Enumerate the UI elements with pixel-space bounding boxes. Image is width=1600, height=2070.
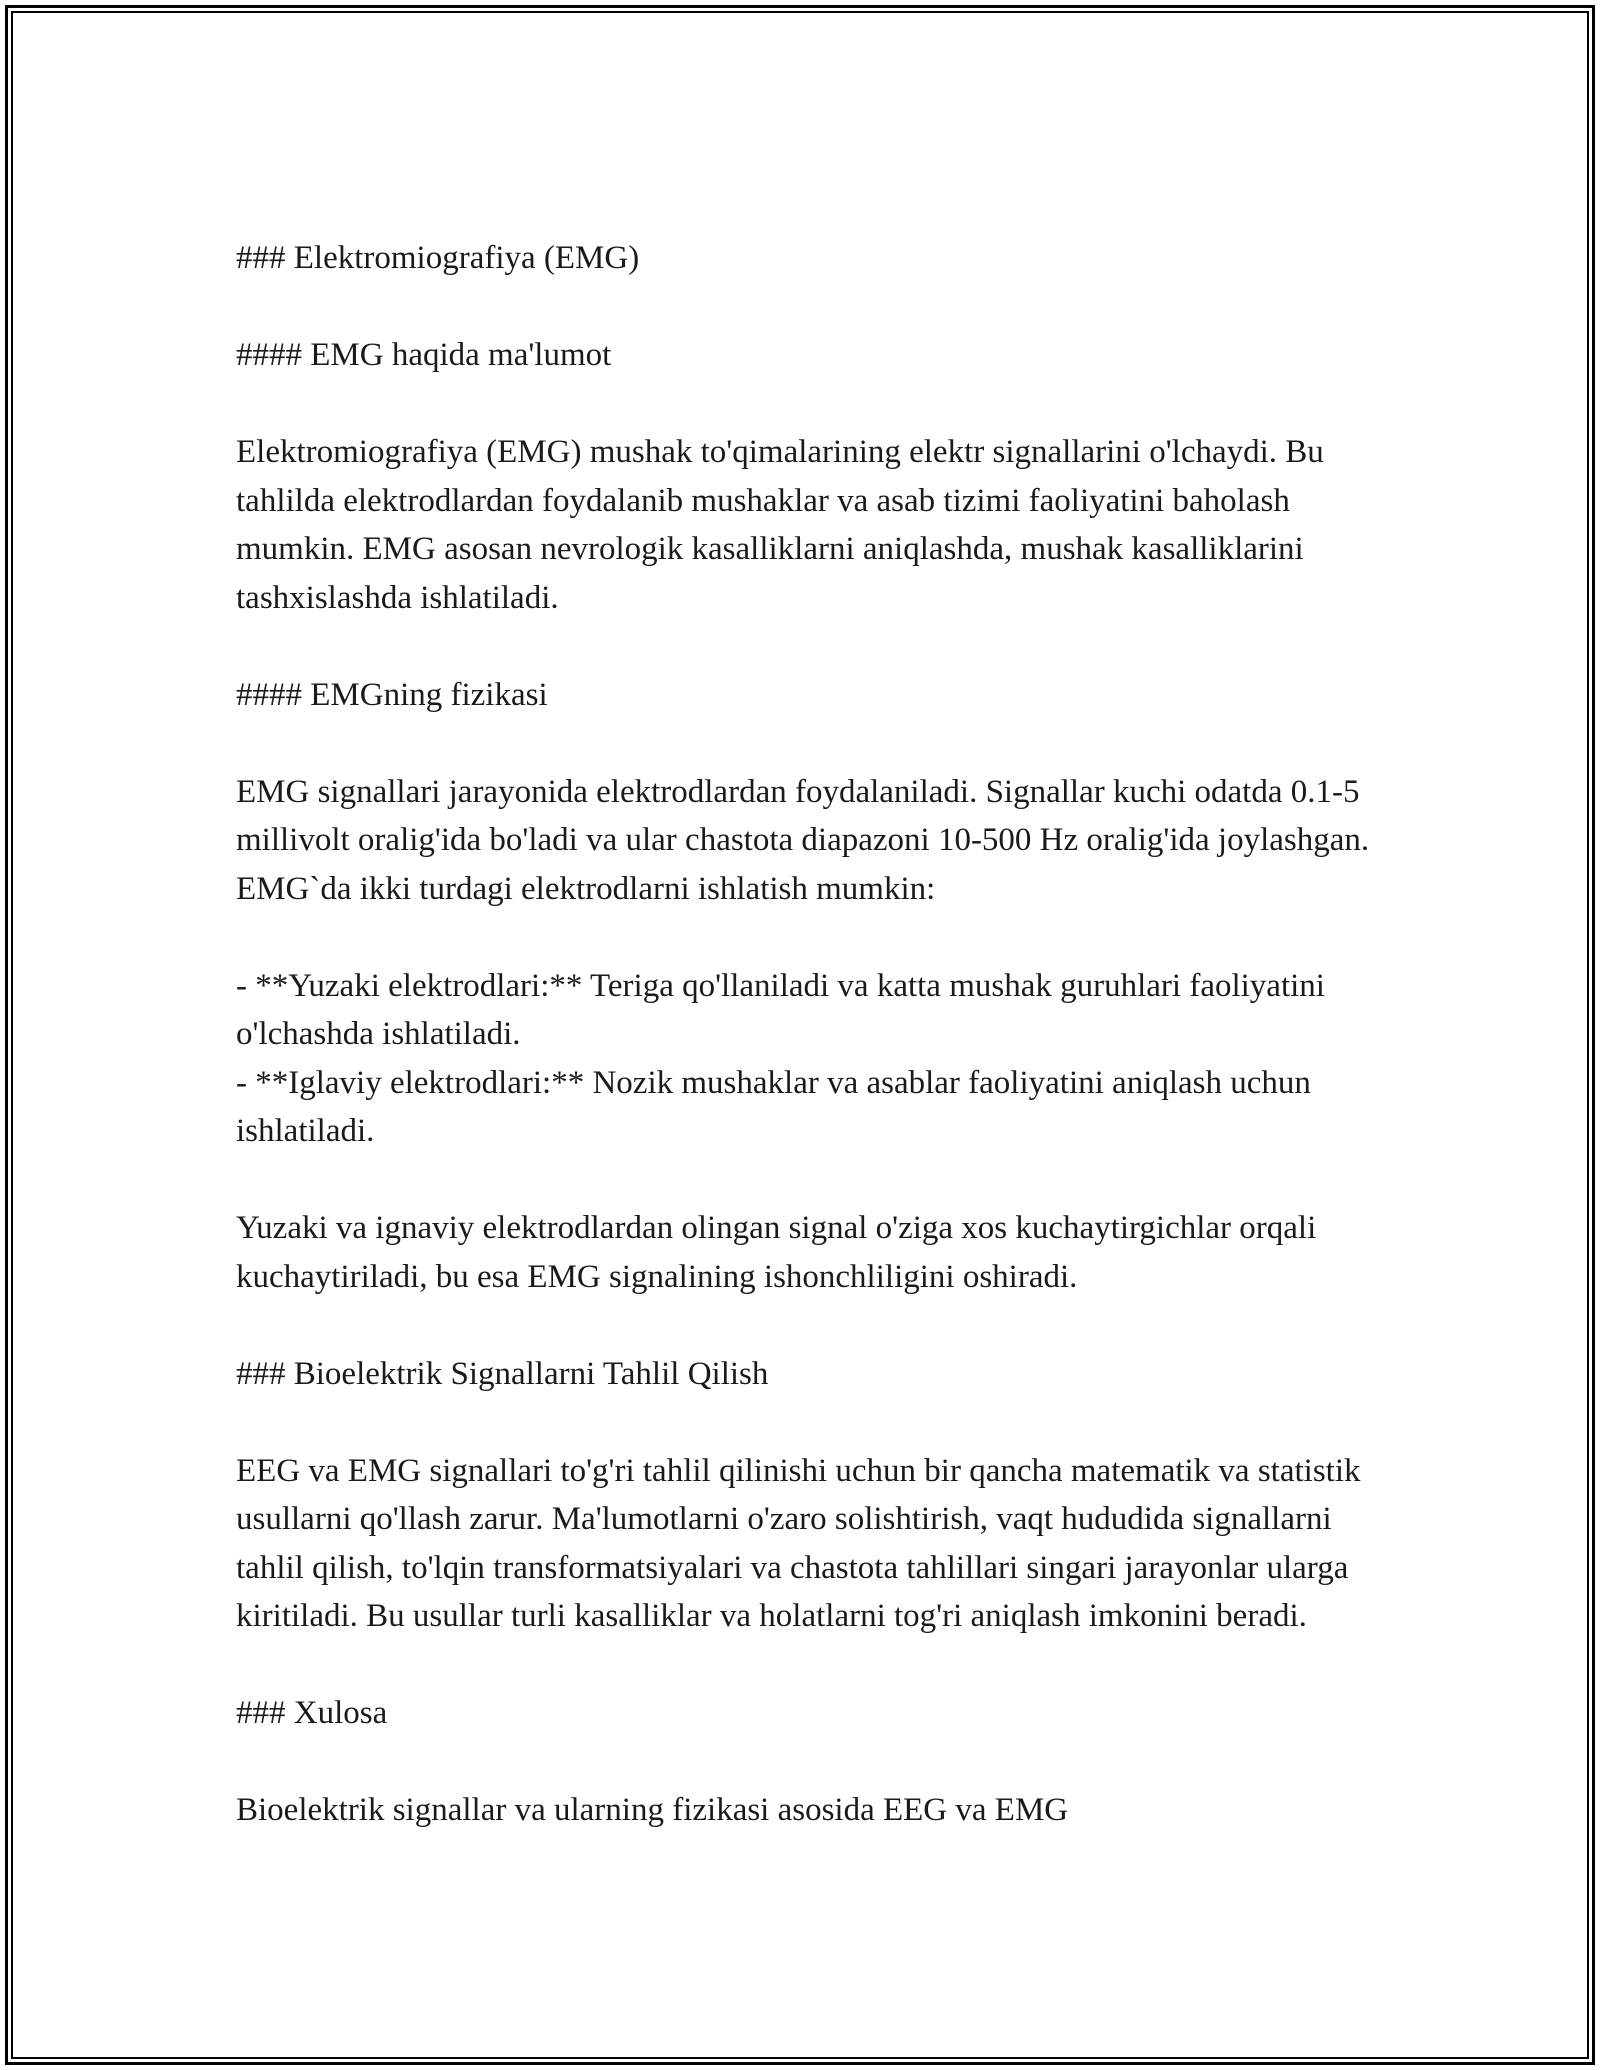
list-item-surface-electrodes: - **Yuzaki elektrodlari:** Teriga qo'llaniladi va katta mushak guruhlari faoliyatini o'lchashda ishlatiladi. [236, 967, 1325, 1052]
heading-signal-analysis: ### Bioelektrik Signallarni Tahlil Qilish [236, 1355, 769, 1392]
heading-conclusion: ### Xulosa [236, 1695, 388, 1731]
paragraph-amplifiers: Yuzaki va ignaviy elektrodlardan olingan signal o'ziga xos kuchaytirgichlar orqali kuchaytiriladi, bu esa EMG signalining ishonchliligini oshiradi. [236, 1210, 1317, 1295]
paragraph-emg-physics: EMG signallari jarayonida elektrodlardan foydalaniladi. Signallar kuchi odatda 0.1-5 millivolt oralig'ida bo'ladi va ular chastota diapazoni 10-500 Hz oralig'ida joylashgan. EMG`da ikki turdagi elektrodlarni ishlatish mumkin: [236, 773, 1370, 907]
document-body [236, 234, 1406, 1835]
heading-emg-info: #### EMG haqida ma'lumot [236, 337, 612, 373]
paragraph-emg-info: Elektromiografiya (EMG) mushak to'qimalarining elektr signallarini o'lchaydi. Bu tahlilda elektrodlardan foydalanib mushaklar va asab tizimi faoliyatini baholash mumkin. EMG asosan nevrologik kasalliklarni aniqlashda, mushak kasalliklarini tashxislashda ishlatiladi. [236, 434, 1324, 616]
electrode-list [236, 962, 1406, 1156]
paragraph-signal-analysis: EEG va EMG signallari to'g'ri tahlil qilinishi uchun bir qancha matematik va statistik usullarni qo'llash zarur. Ma'lumotlarni o'zaro solishtirish, vaqt hududida signallarni tahlil qilish, to'lqin transformatsiyalari va chastota tahlillari singari jarayonlar ularga kiritiladi. Bu usullar turli kasalliklar va holatlarni tog'ri aniqlash imkonini beradi. [236, 1452, 1361, 1634]
heading-emg: ### Elektromiografiya (EMG) [236, 240, 640, 276]
list-item-needle-electrodes: - **Iglaviy elektrodlari:** Nozik mushaklar va asablar faoliyatini aniqlash uchun ishlatiladi. [236, 1064, 1311, 1149]
heading-emg-physics: #### EMGning fizikasi [236, 676, 548, 713]
paragraph-conclusion: Bioelektrik signallar va ularning fizikasi asosida EEG va EMG [236, 1792, 1069, 1828]
